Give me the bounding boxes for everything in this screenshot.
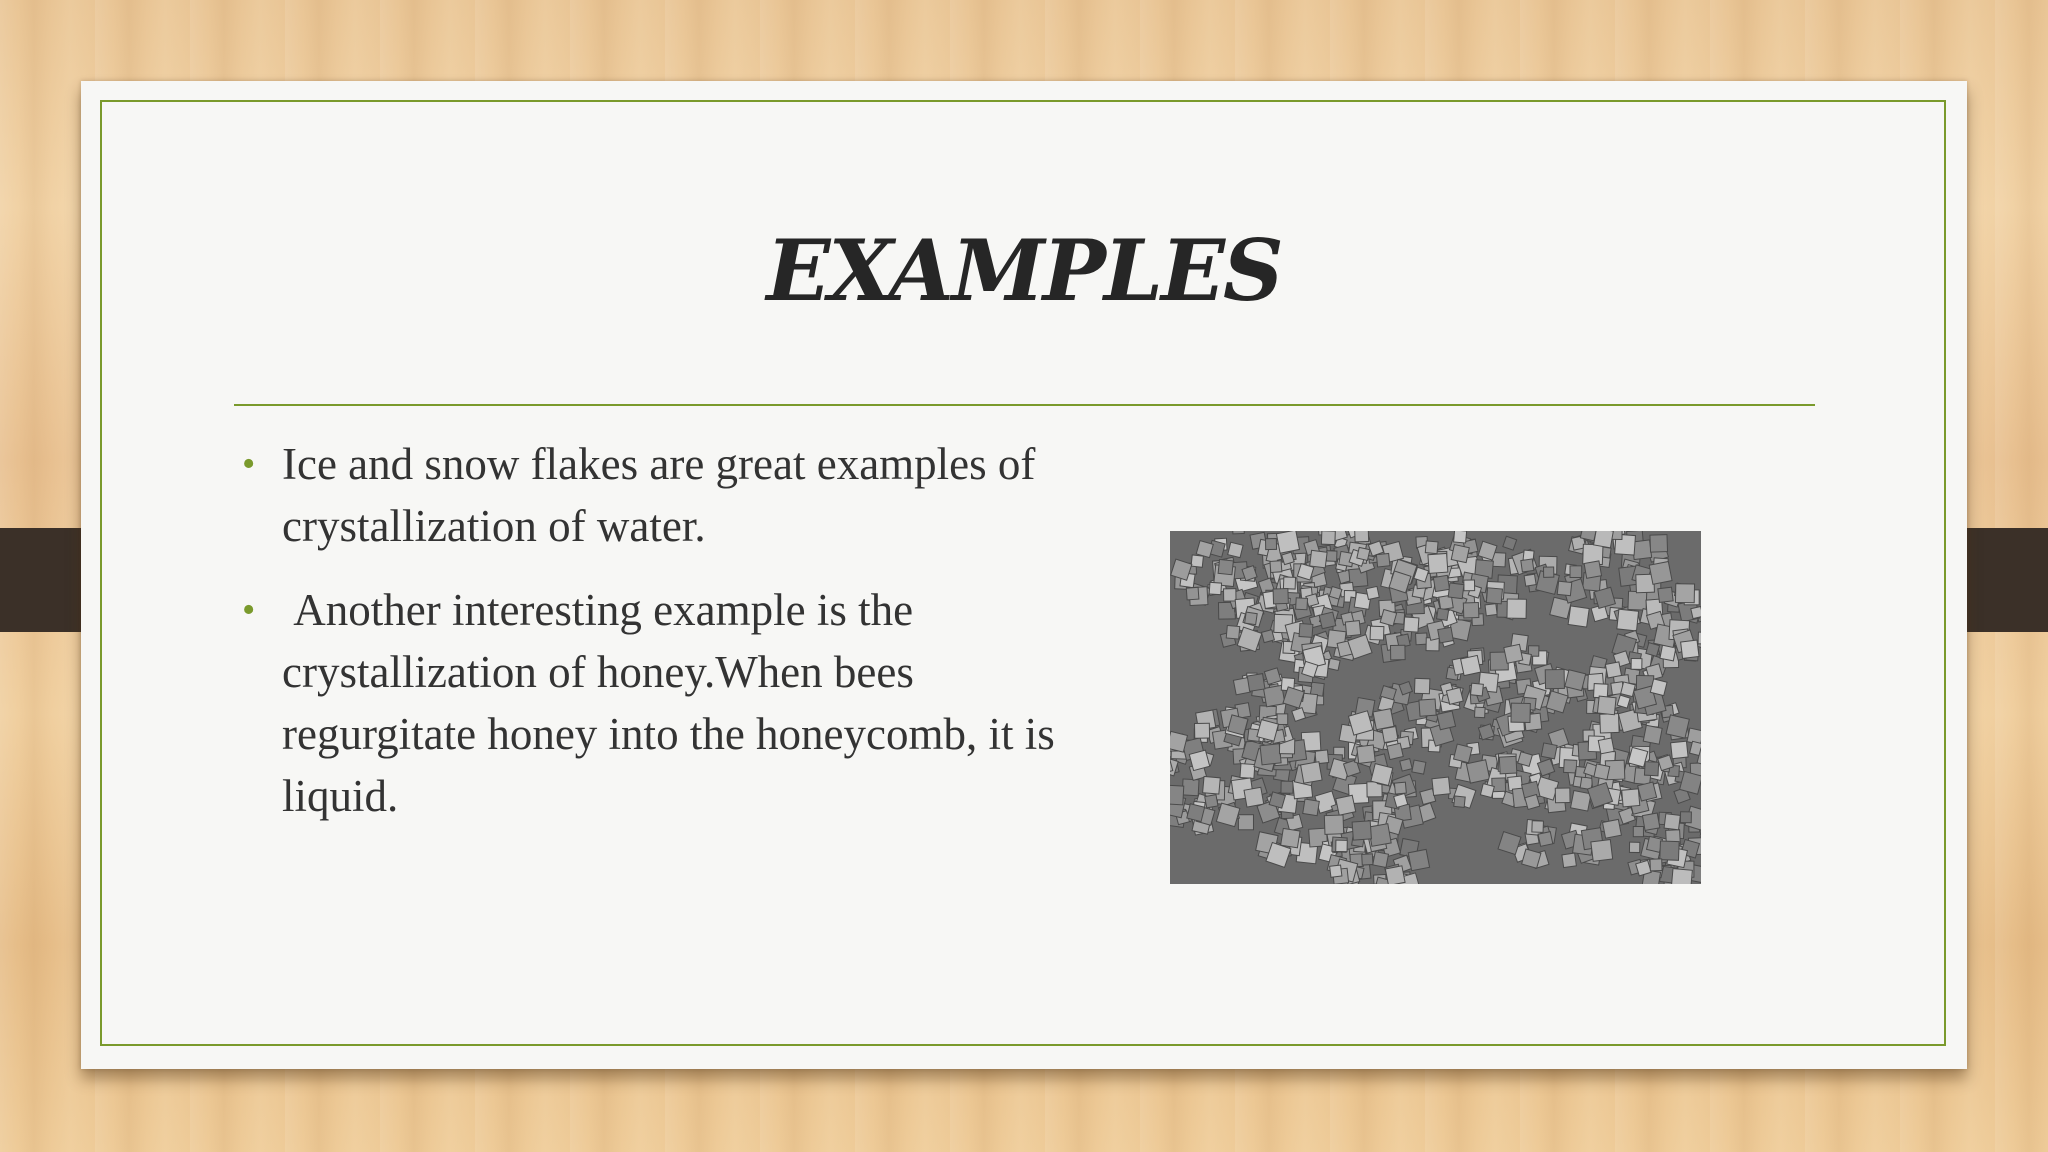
crystal-cube: [1691, 606, 1701, 618]
crystal-cube: [1373, 709, 1394, 730]
crystal-cube: [1671, 869, 1692, 884]
crystal-cube: [1203, 776, 1221, 794]
crystal-cube: [1191, 555, 1203, 567]
crystal-cube: [1195, 723, 1210, 738]
crystal-cube: [1299, 624, 1313, 638]
crystal-cube: [1380, 609, 1396, 625]
crystal-cube: [1621, 682, 1636, 697]
crystal-cube: [1650, 535, 1668, 553]
crystal-cube: [1543, 567, 1553, 577]
crystal-cube: [1438, 627, 1454, 643]
crystal-cube: [1454, 531, 1467, 543]
crystal-cube: [1605, 662, 1621, 678]
crystal-cube: [1650, 859, 1662, 871]
slide: [81, 81, 1967, 1069]
crystal-cube: [1568, 606, 1589, 627]
crystal-cube: [1433, 575, 1449, 591]
crystal-cube: [1631, 659, 1642, 670]
crystal-cube: [1224, 589, 1237, 602]
crystal-micrograph-icon: [1170, 531, 1701, 884]
crystal-cube: [1594, 531, 1614, 548]
crystal-cube: [1454, 744, 1473, 763]
crystal-cube: [1681, 640, 1699, 658]
crystal-cube: [1628, 591, 1647, 610]
bullet-text: Another interesting example is the crystallization of honey.When bees regurgitate honey into the honeycomb, it is liquid.: [282, 585, 1067, 821]
crystal-cube: [1598, 738, 1614, 754]
bullet-dot-icon: •: [242, 589, 256, 631]
crystal-cube: [1282, 552, 1295, 565]
crystal-cube: [1277, 714, 1288, 725]
crystal-cube: [1570, 566, 1582, 578]
crystal-cube: [1591, 840, 1613, 862]
crystal-cube: [1521, 559, 1534, 572]
crystal-cube: [1649, 561, 1672, 584]
crystal-cube: [1228, 542, 1243, 557]
crystal-cube: [1218, 559, 1233, 574]
crystal-cube: [1366, 586, 1379, 599]
slide-title: EXAMPLES: [766, 221, 1282, 320]
crystal-cube: [1303, 799, 1320, 816]
crystal-cube: [1463, 602, 1479, 618]
crystal-cube: [1633, 827, 1643, 837]
crystal-cube: [1642, 813, 1659, 830]
crystal-cube: [1336, 840, 1348, 852]
crystal-cube: [1296, 598, 1308, 610]
crystal-cube: [1196, 541, 1213, 558]
bullet-text: Ice and snow flakes are great examples of crystallization of water.: [282, 439, 1036, 551]
crystal-cube: [1186, 587, 1199, 600]
crystal-cube: [1660, 841, 1679, 860]
crystal-cube: [1464, 580, 1475, 591]
crystal-cube: [1471, 683, 1484, 696]
crystal-cube: [1432, 777, 1450, 795]
crystal-cube: [1428, 553, 1448, 573]
crystal-cube: [1675, 584, 1694, 603]
crystal-cube: [1437, 711, 1456, 730]
crystal-cube: [1594, 764, 1610, 780]
crystal-cube: [1404, 617, 1419, 632]
crystal-cube: [1504, 644, 1523, 663]
crystal-cube: [1209, 582, 1221, 594]
crystal-cube: [1584, 561, 1601, 578]
crystal-cube: [1571, 791, 1591, 811]
crystal-cube: [1419, 699, 1436, 716]
crystal-cube: [1283, 577, 1295, 589]
crystal-cube: [1387, 743, 1403, 759]
crystal-cube: [1680, 812, 1691, 823]
crystal-cube: [1414, 678, 1429, 693]
crystal-cube: [1638, 782, 1657, 801]
crystal-cube: [1233, 531, 1245, 534]
crystal-cube: [1336, 795, 1356, 815]
crystal-cube: [1475, 707, 1486, 718]
crystal-cube: [1321, 531, 1335, 545]
crystal-cube: [1382, 727, 1398, 743]
crystal-cube: [1326, 551, 1337, 562]
crystal-cube: [1644, 762, 1658, 776]
crystal-cube: [1446, 688, 1463, 705]
crystal-cube: [1394, 782, 1406, 794]
crystal-cube: [1643, 725, 1662, 744]
crystal-cube: [1328, 658, 1340, 670]
bullet-item: [234, 433, 1094, 557]
crystal-cube: [1394, 793, 1408, 807]
crystal-cube: [1400, 759, 1412, 771]
crystal-cube: [1244, 787, 1264, 807]
crystal-cube: [1524, 574, 1536, 586]
crystal-cube: [1357, 547, 1370, 560]
crystal-cube: [1270, 561, 1282, 573]
crystal-cube: [1698, 632, 1701, 644]
crystal-cube: [1269, 792, 1285, 808]
crystal-cube: [1448, 583, 1464, 599]
crystal-cube: [1357, 745, 1376, 764]
crystal-cube: [1301, 762, 1322, 783]
crystal-cube: [1276, 531, 1299, 553]
crystal-cube: [1461, 655, 1481, 675]
crystal-cube: [1507, 599, 1526, 618]
crystal-cube: [1228, 715, 1248, 735]
crystal-cube: [1480, 784, 1494, 798]
crystal-cube: [1545, 669, 1564, 688]
crystal-cube: [1205, 795, 1218, 808]
crystal-cube: [1600, 714, 1619, 733]
crystal-cube: [1412, 760, 1426, 774]
crystal-cube: [1437, 608, 1449, 620]
crystal-cube: [1355, 531, 1369, 542]
crystal-cube: [1260, 744, 1281, 765]
crystal-cube: [1416, 633, 1428, 645]
crystal-cube: [1385, 866, 1405, 884]
crystal-cube: [1281, 828, 1300, 847]
crystal-cube: [1485, 604, 1497, 616]
bullet-list: [234, 433, 1094, 849]
crystal-cube: [1562, 853, 1576, 867]
crystal-cube: [1330, 865, 1342, 877]
crystal-cube: [1666, 715, 1689, 738]
crystal-cube: [1240, 764, 1255, 779]
crystal-cube: [1650, 679, 1667, 696]
crystal-cube: [1454, 796, 1465, 807]
crystal-cube: [1319, 612, 1336, 629]
crystal-cube: [1658, 587, 1673, 602]
crystal-cube: [1622, 789, 1640, 807]
crystal-cube: [1425, 541, 1438, 554]
crystal-cube: [1466, 760, 1489, 783]
crystal-cube: [1352, 821, 1371, 840]
crystal-cube: [1390, 645, 1405, 660]
crystal-cube: [1541, 743, 1557, 759]
crystal-cube: [1261, 630, 1274, 643]
crystal-cube: [1597, 696, 1616, 715]
crystal-cube: [1603, 819, 1622, 838]
crystal-cube: [1245, 612, 1258, 625]
crystal-cube: [1370, 626, 1384, 640]
title-divider: [234, 404, 1815, 406]
crystal-cube: [1499, 756, 1517, 774]
crystal-cube: [1617, 695, 1630, 708]
bullet-item: [234, 579, 1094, 827]
crystal-cube: [1525, 795, 1540, 810]
crystal-cube: [1238, 815, 1253, 830]
crystal-cube: [1629, 842, 1639, 852]
crystal-cube: [1451, 545, 1469, 563]
crystal-cube: [1518, 752, 1533, 767]
crystal-cube: [1369, 824, 1392, 847]
crystal-cube: [1362, 854, 1373, 865]
crystal-cube: [1565, 670, 1586, 691]
crystal-cube: [1408, 849, 1429, 870]
crystal-micrograph-image: [1170, 531, 1701, 884]
crystal-cube: [1329, 586, 1342, 599]
crystal-cube: [1281, 781, 1293, 793]
crystal-cube: [1257, 720, 1279, 742]
crystal-cube: [1170, 785, 1184, 805]
crystal-cube: [1273, 589, 1288, 604]
crystal-cube: [1564, 760, 1577, 773]
crystal-cube: [1226, 626, 1240, 640]
crystal-cube: [1187, 804, 1205, 822]
crystal-cube: [1373, 852, 1389, 868]
crystal-cube: [1557, 581, 1572, 596]
crystal-cube: [1189, 750, 1209, 770]
crystal-cube: [1182, 779, 1199, 796]
crystal-cube: [1532, 821, 1544, 833]
crystal-cube: [1376, 553, 1390, 567]
crystal-cube: [1555, 788, 1570, 803]
crystal-cube: [1671, 741, 1688, 758]
crystal-cube: [1486, 588, 1502, 604]
crystal-cube: [1646, 643, 1660, 657]
crystal-cube: [1538, 832, 1553, 847]
bullet-dot-icon: •: [242, 443, 256, 485]
crystal-cube: [1310, 550, 1327, 567]
crystal-cube: [1617, 609, 1639, 631]
crystal-cube: [1664, 814, 1680, 830]
crystal-cube: [1265, 539, 1276, 550]
crystal-cube: [1511, 703, 1530, 722]
crystal-cube: [1345, 621, 1360, 636]
crystal-cube: [1371, 764, 1393, 786]
crystal-cube: [1324, 815, 1343, 834]
crystal-cube: [1247, 674, 1265, 692]
